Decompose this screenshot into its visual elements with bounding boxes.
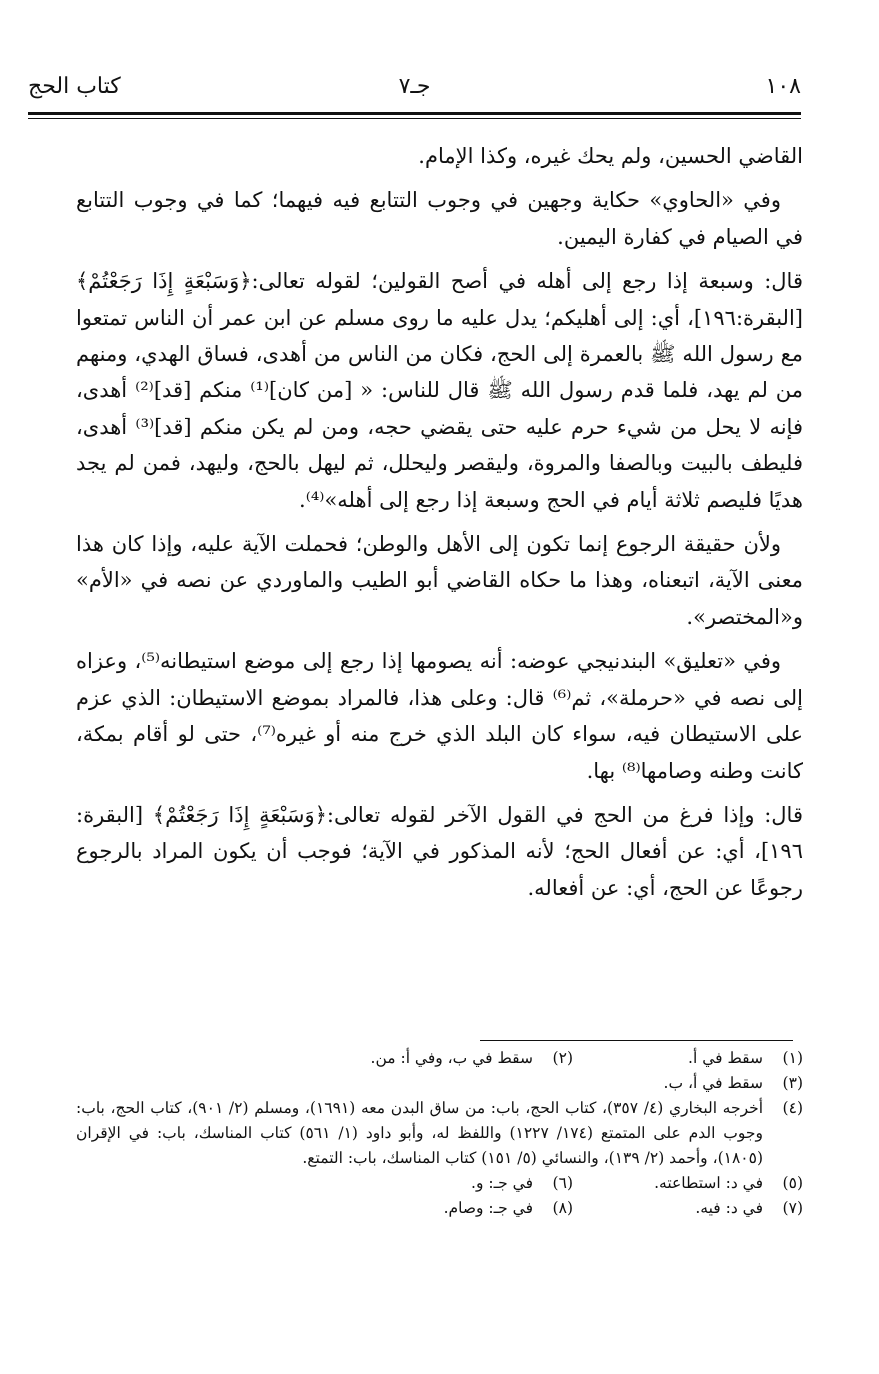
main-text (76, 138, 803, 914)
page-header (28, 70, 801, 110)
footnote-text: في د: فيه. (695, 1199, 763, 1217)
footnote-row (76, 1196, 803, 1221)
page-number: ١٠٨ (765, 74, 801, 99)
footnote-row (76, 1171, 803, 1196)
paragraph: قال: وسبعة إذا رجع إلى أهله في أصح القولين؛ لقوله تعالى:﴿وَسَبْعَةٍ إِذَا رَجَعْتُمْ﴾ [البقرة:١٩٦]، أي: إلى أهليكم؛ يدل عليه ما روى مسلم عن ابن عمر أن الناس تمتعوا مع رسول الله ﷺ بالعمرة إلى الحج، فكان من الناس من أهدى، فساق الهدي، ومنهم من لم يهد، فلما قدم رسول الله ﷺ قال للناس: « [من كان]⁽¹⁾ منكم [قد]⁽²⁾ أهدى، فإنه لا يحل من شيء حرم عليه حتى يقضي حجه، ومن لم يكن منكم [قد]⁽³⁾ أهدى، فليطف بالبيت وبالصفا والمروة، وليقصر وليحلل، ثم ليهل بالحج، وليهد، فمن لم يجد هديًا فليصم ثلاثة أيام في الحج وسبعة إذا رجع إلى أهله»⁽⁴⁾. (76, 269, 803, 512)
footnote-8 (444, 1196, 573, 1221)
paragraph: ولأن حقيقة الرجوع إنما تكون إلى الأهل والوطن؛ فحملت الآية عليه، وإذا كان هذا معنى الآية، اتبعناه، وهذا ما حكاه القاضي أبو الطيب والماوردي عن نصه في «الأم» و«المختصر». (76, 532, 803, 629)
footnote-2 (371, 1046, 573, 1071)
header-rule-thin (28, 118, 801, 119)
footnote-number: (٦) (552, 1174, 573, 1192)
footnote-4 (76, 1096, 803, 1171)
running-title: كتاب الحج (28, 74, 121, 99)
footnote-text: في جـ: وصام. (443, 1199, 533, 1217)
footnote-text: في جـ: و. (471, 1174, 533, 1192)
footnote-7 (573, 1196, 803, 1221)
paragraph: قال: وإذا فرغ من الحج في القول الآخر لقوله تعالى:﴿وَسَبْعَةٍ إِذَا رَجَعْتُمْ﴾ [البقرة: ١٩٦]، أي: عن أفعال الحج؛ لأنه المذكور في الآية؛ فوجب أن يكون المراد بالرجوع رجوعًا عن الحج، أي: عن أفعاله. (76, 802, 803, 900)
footnotes (76, 1046, 803, 1221)
header-rule-thick (28, 112, 801, 115)
volume-number: جـ٧ (398, 74, 431, 99)
footnote-number: (٤) (782, 1099, 803, 1117)
footnote-number: (٥) (782, 1174, 803, 1192)
footnote-number: (٨) (552, 1199, 573, 1217)
footnote-6 (471, 1171, 573, 1196)
paragraph: القاضي الحسين، ولم يحك غيره، وكذا الإمام. (418, 144, 803, 168)
footnote-text: سقط في ب، وفي أ: من. (370, 1049, 533, 1067)
footnote-text: أخرجه البخاري (٤/ ٣٥٧)، كتاب الحج، باب: من ساق البدن معه (١٦٩١)، ومسلم (٢/ ٩٠١)، كتاب الحج، باب: وجوب الدم على المتمتع (١٧٤/ ١٢٢٧) واللفظ له، وأبو داود (١/ ٥٦١) كتاب المناسك، باب: في الإقران (١٨٠٥)، وأحمد (٢/ ١٣٩)، والنسائي (٥/ ١٥١) كتاب المناسك، باب: التمتع. (76, 1099, 764, 1167)
footnote-text: في د: استطاعته. (654, 1174, 763, 1192)
footnote-1 (573, 1046, 803, 1071)
footnote-3 (76, 1071, 803, 1096)
paragraph: وفي «الحاوي» حكاية وجهين في وجوب التتابع فيه فيهما؛ كما في وجوب التتابع في الصيام في كفارة اليمين. (76, 188, 803, 249)
footnote-separator (480, 1040, 793, 1041)
footnote-row (76, 1046, 803, 1071)
footnote-number: (١) (782, 1049, 803, 1067)
footnote-5 (573, 1171, 803, 1196)
footnote-text: سقط في أ. (688, 1049, 763, 1067)
footnote-number: (٧) (782, 1199, 803, 1217)
paragraph: وفي «تعليق» البندنيجي عوضه: أنه يصومها إذا رجع إلى موضع استيطانه⁽⁵⁾، وعزاه إلى نصه في «حرملة»، ثم⁽⁶⁾ قال: وعلى هذا، فالمراد بموضع الاستيطان: الذي عزم على الاستيطان فيه، سواء كان البلد الذي خرج منه أو غيره⁽⁷⁾، حتى لو أقام بمكة، كانت وطنه وصامها⁽⁸⁾ بها. (76, 649, 803, 783)
footnote-number: (٣) (782, 1074, 803, 1092)
footnote-text: سقط في أ، ب. (663, 1074, 763, 1092)
footnote-number: (٢) (552, 1049, 573, 1067)
